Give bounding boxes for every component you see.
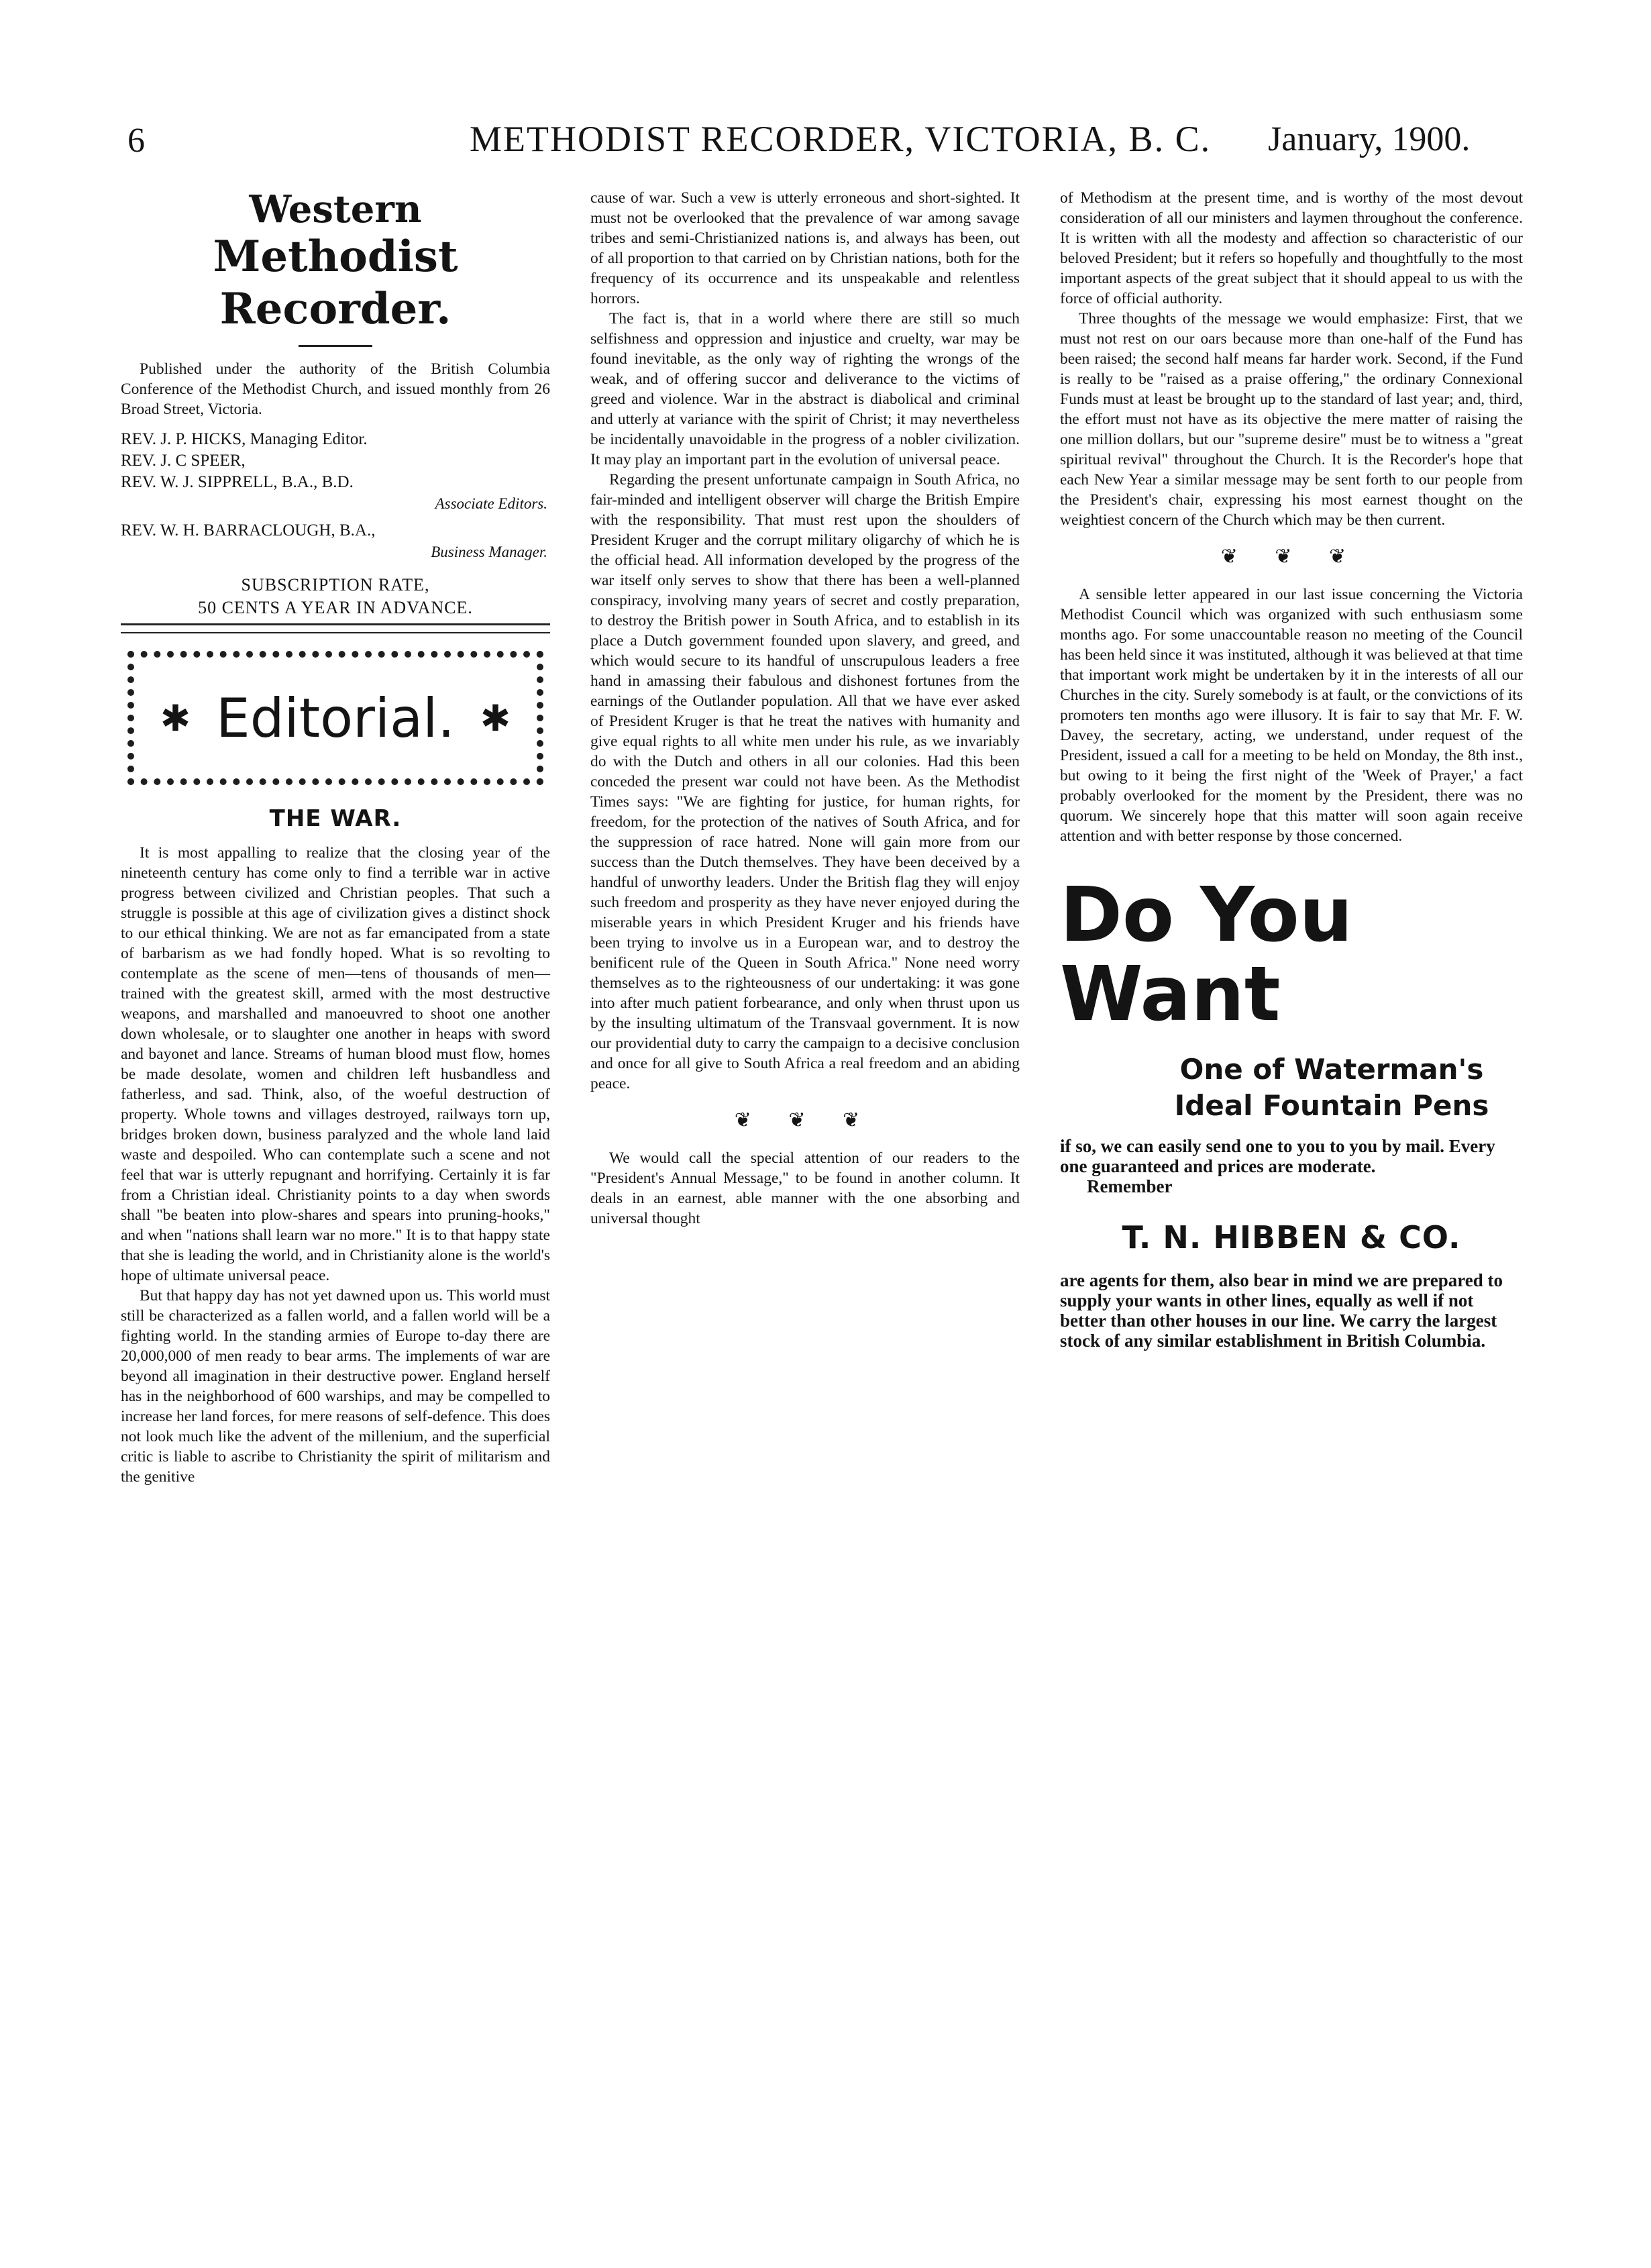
associate-editors-label: Associate Editors. <box>435 495 547 512</box>
ad-subhead-line2: Ideal Fountain Pens <box>1174 1089 1489 1122</box>
ad-remember: Remember <box>1087 1176 1173 1196</box>
publication-note: Published under the authority of the British Columbia Conference of the Methodist Church, and issued monthly from 26 Broad Street, Victoria. <box>121 360 550 418</box>
war-article-paragraph: Regarding the present unfortunate campaign in South Africa, no fair-minded and intelligent observer will charge the British Empire with the responsibility. That must rest upon the shoulders of President Kruger and the corrupt military oligarchy of which he is the official head. All information developed by the progress of the war itself only serves to show that there has been a well-planned conspiracy, involving many years of secret and costly preparation, to destroy the British power in South Africa, and to establish in its place a Dutch government founded upon slavery, and greed, and which would secure to its handful of unscrupulous leaders a free hand in amassing their fabulous and dishonest fortunes from the earnings of the Outlander population. All that we have ever asked of President Kruger is that he treat the natives with humanity and give equal rights to all white men under his rule, as we invariably do with the Dutch and others in all our colonies. Had this been conceded the present war could not have been. As the Methodist Times says: "We are fighting for justice, for human rights, for freedom, for the protection of the natives of South Africa, and for the suppression of race hatred. None will gain more from our success than the Dutch themselves. They have been deceived by a handful of unworthy leaders. Under the British flag they will enjoy such freedom and prosperity as they have never enjoyed during the miserable years in which President Kruger and his friends have been trying to involve us in a European war, and to destroy the benificent rule of the Queen in South Africa." None need worry themselves as to the righteousness of our undertaking: it was gone into after much patient forbearance, and only when thrust upon us by the insulting ultimatum of the Transvaal government. It is now our providential duty to carry the campaign to a decisive conclusion and once for all give to South Africa a real freedom and an abiding peace. <box>590 471 1020 1092</box>
column-1 <box>121 188 550 1487</box>
ad-headline-line1: Do You <box>1060 872 1353 959</box>
page-number: 6 <box>127 121 145 160</box>
war-article-paragraph: cause of war. Such a vew is utterly erroneous and short-sighted. It must not be overlooked that the prevalence of war among savage tribes and semi-Christianized nations is, and always has been, out of all proportion to that carried on by Christian nations, both for the frequency of its occurrence and its unspeakable and relentless horrors. <box>590 189 1020 307</box>
ad-headline <box>1060 872 1523 1038</box>
ad-subhead-line1: One of Waterman's <box>1179 1053 1484 1086</box>
editorial-banner <box>127 651 543 785</box>
double-rule-divider <box>121 623 550 633</box>
editorial-heading: Editorial. <box>216 686 455 750</box>
war-article-paragraph: But that happy day has not yet dawned upon us. This world must still be characterized as a fallen world, and a fallen world will be a fighting world. In the standing armies of Europe to-day there are 20,000,000 of men ready to bear arms. The implements of war are beyond all imagination in their destructive power. England herself has in the neighborhood of 600 warships, and may be compelled to increase her land forces, for mere reasons of self-defence. This does not look much like the advent of the millenium, and the superficial critic is liable to ascribe to Christianity the spirit of militarism and the genitive <box>121 1287 550 1486</box>
star-ornament-right-icon: ✱ <box>480 698 511 739</box>
ad-body-2: are agents for them, also bear in mind we are prepared to supply your wants in other lines, equally as well if not better than other houses in our line. We carry the largest stock of any similar establishment in British Columbia. <box>1060 1270 1503 1351</box>
subscription-rate <box>121 574 550 619</box>
column-3 <box>1060 188 1523 1351</box>
masthead <box>121 188 550 336</box>
fleuron-divider-icon: ❦ ❦ ❦ <box>1220 546 1363 568</box>
war-article-title: THE WAR. <box>269 805 402 832</box>
issue-date: January, 1900. <box>1268 120 1471 158</box>
message-article-paragraph: Three thoughts of the message we would emphasize: First, that we must not rest on our oars because more than one-half of the Fund has been raised; the second half means far harder work. Second, if the Fund is really to be "raised as a praise offering," the ordinary Connexional Funds must at least be brought up to the standard of last year; and, third, the effort must not have as its objective the mere matter of raising the one million dollars, but our "supreme desire" must be to witness a "great spiritual revival" throughout the Church. It is the Recorder's hope that each New Year a similar message may be sent forth to our people from the President's chair, expressing his most earnest thought on the weightiest concern of the Church which may be then current. <box>1060 310 1523 529</box>
ad-body-1: if so, we can easily send one to you to you by mail. Every one guaranteed and prices are moderate. <box>1060 1136 1495 1176</box>
newspaper-title: METHODIST RECORDER, VICTORIA, B. C. <box>470 119 1212 159</box>
staff-associate-1: REV. J. C SPEER, <box>121 452 246 470</box>
message-article-paragraph: We would call the special attention of our readers to the "President's Annual Message," to be found in another column. It deals in an earnest, able manner with the one absorbing and universal thought <box>590 1149 1020 1227</box>
masthead-line1: Western <box>249 187 422 231</box>
war-article-paragraph: The fact is, that in a world where there are still so much selfishness and oppression and injustice and cruelty, war may be found inevitable, as the only way of righting the wrongs of the weak, and of offering succor and deliverance to the victims of greed and violence. War in the abstract is diabolical and criminal and utterly at variance with the spirit of Christ; it may nevertheless be incidentally unavoidable in the progress of a nobler civilization. It may play an important part in the evolution of universal peace. <box>590 310 1020 468</box>
staff-list <box>121 429 550 563</box>
staff-associate-2: REV. W. J. SIPPRELL, B.A., B.D. <box>121 473 354 491</box>
column-2 <box>590 188 1020 1229</box>
masthead-line2: Methodist Recorder. <box>213 231 458 334</box>
waterman-advertisement <box>1060 872 1523 1351</box>
fleuron-divider-icon: ❦ ❦ ❦ <box>734 1109 876 1131</box>
business-manager-label: Business Manager. <box>431 544 547 560</box>
message-article-paragraph: of Methodism at the present time, and is worthy of the most devout consideration of all our ministers and laymen throughout the conference. It is written with all the modesty and affection so characteristic of our beloved President; but it refers so hopefully and thoughtfully to the most important aspects of the great subject that it should appeal to us with the force of official authority. <box>1060 189 1523 307</box>
ad-company-name: T. N. HIBBEN & CO. <box>1122 1219 1461 1255</box>
subscription-rate-line2: 50 CENTS A YEAR IN ADVANCE. <box>198 598 473 617</box>
masthead-divider <box>299 345 372 347</box>
staff-business-manager: REV. W. H. BARRACLOUGH, B.A., <box>121 521 376 539</box>
subscription-rate-line1: SUBSCRIPTION RATE, <box>241 575 430 595</box>
star-ornament-left-icon: ✱ <box>160 698 191 739</box>
council-article-paragraph: A sensible letter appeared in our last issue concerning the Victoria Methodist Council which was organized with such enthusiasm some months ago. For some unaccountable reason no meeting of the Council has been held since it was instituted, although it was believed at that time that important work might be undertaken by it in the interests of all our Churches in the city. Surely somebody is at fault, or the convictions of its promoters ten months ago were illusory. It is fair to say that Mr. F. W. Davey, the secretary, acting, we understand, under request of the President, issued a call for a meeting to be held on Monday, the 8th inst., but owing to it being the first night of the 'Week of Prayer,' a fact probably overlooked for the moment by the President, there was no quorum. We sincerely hope that this matter will soon again receive attention and with better response by those concerned. <box>1060 586 1523 845</box>
staff-managing-editor: REV. J. P. HICKS, Managing Editor. <box>121 430 368 448</box>
ad-headline-line2: Want <box>1060 951 1281 1038</box>
war-article-paragraph: It is most appalling to realize that the closing year of the nineteenth century has come only to find a terrible war in active progress between civilized and Christian peoples. That such a struggle is possible at this age of civilization gives a distinct shock to our ethical thinking. We are not as far emancipated from a state of barbarism as we had fondly hoped. What is so revolting to contemplate as the scene of men—tens of thousands of men—trained with the greatest skill, armed with the most destructive weapons, and marshalled and manoeuvred to shoot one another down wholesale, or to slaughter one another in heaps with sword and bayonet and lance. Streams of human blood must flow, homes be made desolate, women and children left husbandless and fatherless, and sad. Think, also, of the woeful destruction of property. Whole towns and villages destroyed, railways torn up, bridges broken down, business paralyzed and the whole land laid waste and despoiled. Who can contemplate such a scene and not feel that war is utterly repugnant and horrifying. Certainly it is far from a Christian ideal. Christianity points to a day when swords shall "be beaten into plow-shares and spears into pruning-hooks," and when "nations shall learn war no more." It is to that happy state that she is leading the world, and in Christianity alone is the world's hope of ultimate universal peace. <box>121 844 550 1284</box>
ad-subhead <box>1060 1051 1523 1124</box>
